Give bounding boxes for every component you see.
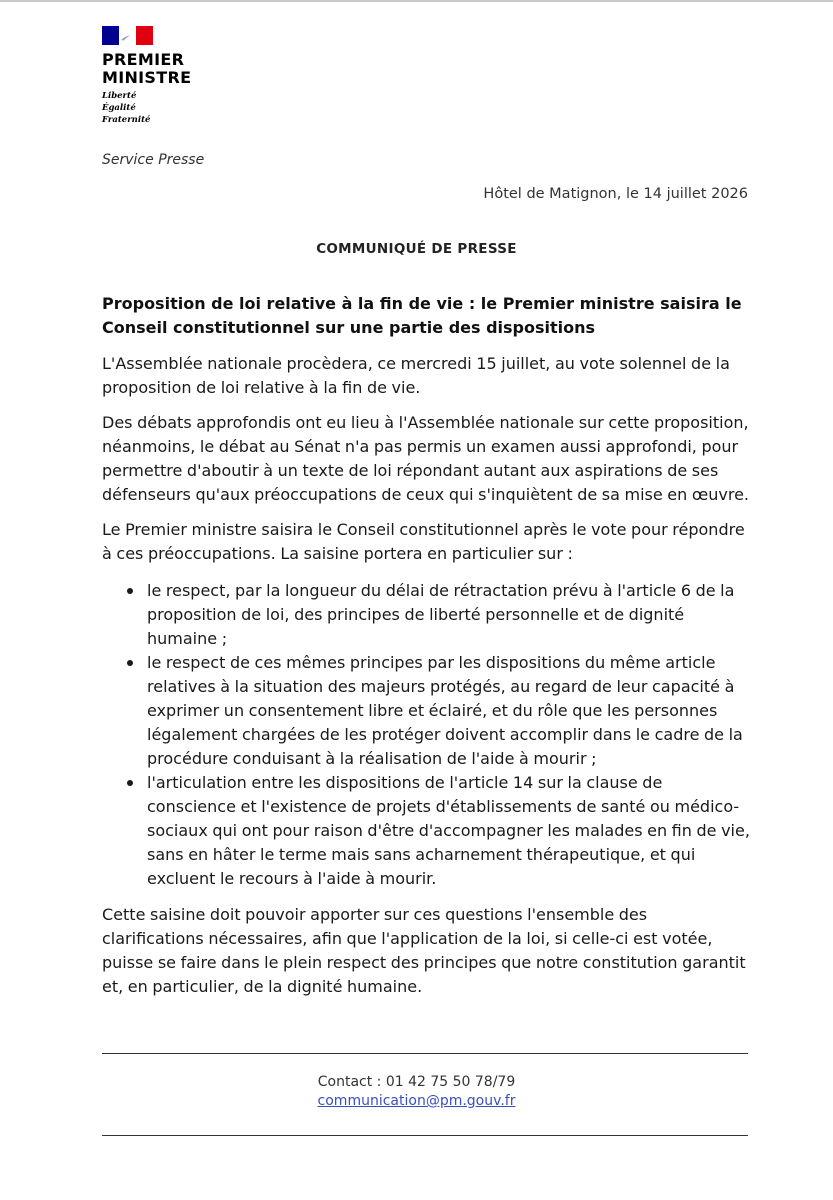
- motto-fraternite: Fraternité: [102, 115, 151, 125]
- contact-phone: Contact : 01 42 75 50 78/79: [317, 1074, 516, 1090]
- list-item-text: le respect, par la longueur du délai de rétractation prévu à l'article 6 de la proposition de loi, des principes de liberté personnelle et de dignité humaine ;: [147, 581, 735, 648]
- institution-line-1: PREMIER: [102, 50, 185, 69]
- contact-block: [0, 1073, 833, 1111]
- republic-motto: [102, 90, 150, 126]
- institution-line-2: MINISTRE: [102, 68, 192, 87]
- list-item-text: le respect de ces mêmes principes par les dispositions du même article relatives à la situation des majeurs protégés, au regard de leur capacité à exprimer un consentement libre et éclairé, et du rôle que les personnes légalement chargées de les protéger doivent accomplir dans le cadre de la procédure conduisant à la réalisation de l'aide à mourir ;: [147, 653, 743, 768]
- bullet-icon: [127, 588, 133, 594]
- dateline: Hôtel de Matignon, le 14 juillet 2026: [483, 186, 748, 202]
- motto-egalite: Égalité: [102, 103, 136, 113]
- saisine-points-list: [102, 579, 752, 891]
- marianne-profile-icon: [106, 32, 136, 42]
- list-item: [102, 771, 752, 891]
- footer-divider-bottom: [102, 1135, 748, 1136]
- government-logo: [102, 26, 222, 138]
- paragraph-1: L'Assemblée nationale procèdera, ce mercredi 15 juillet, au vote solennel de la proposition de loi relative à la fin de vie.: [102, 354, 730, 397]
- bullet-icon: [127, 780, 133, 786]
- bullet-icon: [127, 660, 133, 666]
- headline: Proposition de loi relative à la fin de vie : le Premier ministre saisira le Conseil constitutionnel sur une partie des dispositions: [102, 294, 742, 337]
- motto-liberte: Liberté: [102, 91, 137, 101]
- paragraph-4: Cette saisine doit pouvoir apporter sur ces questions l'ensemble des clarifications nécessaires, afin que l'application de la loi, si celle-ci est votée, puisse se faire dans le plein respect des principes que notre constitution garantit et, en particulier, de la dignité humaine.: [102, 905, 746, 996]
- document-type-title: COMMUNIQUÉ DE PRESSE: [316, 241, 517, 257]
- release-body: [102, 292, 752, 1010]
- list-item-text: l'articulation entre les dispositions de l'article 14 sur la clause de conscience et l'existence de projets d'établissements de santé ou médico-sociaux qui ont pour raison d'être d'accompagner les malades en fin de vie, sans en hâter le terme mais sans acharnement thérapeutique, et qui excluent le recours à l'aide à mourir.: [147, 773, 750, 888]
- list-item: [102, 579, 752, 651]
- institution-name: [102, 51, 191, 87]
- contact-email-link[interactable]: communication@pm.gouv.fr: [317, 1093, 516, 1109]
- list-item: [102, 651, 752, 771]
- paragraph-3: Le Premier ministre saisira le Conseil constitutionnel après le vote pour répondre à ces préoccupations. La saisine portera en particulier sur :: [102, 520, 745, 563]
- service-label: Service Presse: [102, 152, 205, 168]
- footer-divider-top: [102, 1053, 748, 1054]
- paragraph-2: Des débats approfondis ont eu lieu à l'Assemblée nationale sur cette proposition, néanmoins, le débat au Sénat n'a pas permis un examen aussi approfondi, pour permettre d'aboutir à un texte de loi répondant autant aux aspirations de ses défenseurs qu'aux préoccupations de ceux qui s'inquiètent de sa mise en œuvre.: [102, 413, 749, 504]
